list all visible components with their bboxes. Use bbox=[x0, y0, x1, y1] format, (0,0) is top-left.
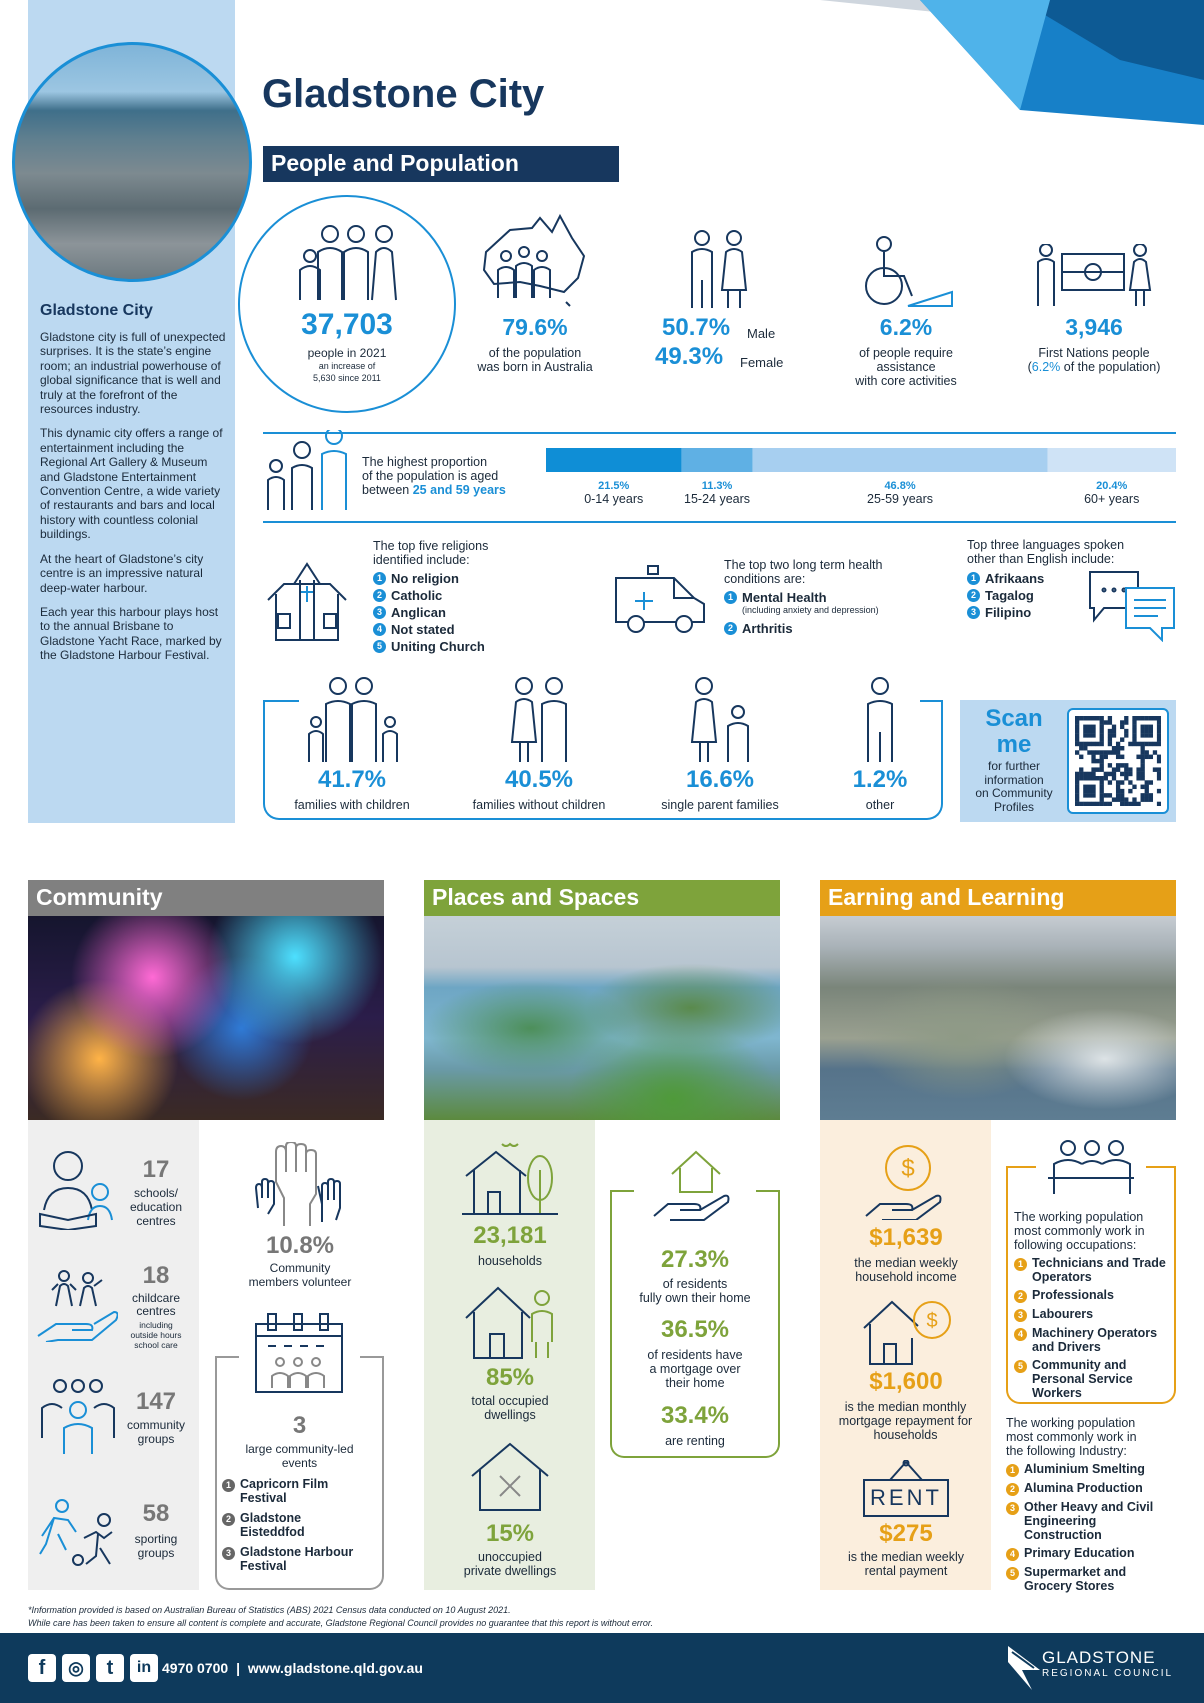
list-item: 1 Capricorn Film Festival bbox=[222, 1477, 362, 1505]
facebook-icon[interactable]: f bbox=[28, 1654, 56, 1682]
city-aerial-photo bbox=[12, 42, 252, 282]
section-title-community: Community bbox=[28, 880, 384, 916]
female-value: 49.3% bbox=[655, 343, 724, 370]
family-value: 41.7% bbox=[317, 766, 387, 793]
childcare-hand-icon bbox=[36, 1266, 118, 1342]
sporting-value: 58 bbox=[142, 1500, 170, 1527]
first-nations-value: 3,946 bbox=[1065, 314, 1123, 340]
born-value: 79.6% bbox=[502, 314, 568, 340]
events-list bbox=[222, 1477, 362, 1573]
list-item: 1 Aluminium Smelting bbox=[1006, 1462, 1176, 1477]
list-item: 3 Other Heavy and Civil Engineering Construction bbox=[1006, 1500, 1176, 1542]
instagram-icon[interactable]: ◎ bbox=[62, 1654, 90, 1682]
volunteer-label: Community members volunteer bbox=[248, 1261, 352, 1289]
childcare-value: 18 bbox=[142, 1262, 170, 1289]
family-label: families with children bbox=[294, 798, 410, 812]
family-with-children-icon bbox=[306, 676, 400, 764]
divider bbox=[610, 1190, 634, 1192]
list-item: 4 Not stated bbox=[373, 621, 485, 638]
house-in-hand-icon bbox=[650, 1146, 740, 1222]
age-group-label bbox=[681, 480, 752, 506]
age-text: The highest proportion of the population is aged between 25 and 59 years bbox=[362, 455, 506, 497]
age-group-range: 0-14 years bbox=[584, 492, 644, 506]
occupations-intro: The working population most commonly work in following occupations: bbox=[1014, 1210, 1145, 1252]
age-bar-segment bbox=[681, 448, 752, 472]
age-bar-segment bbox=[753, 448, 1048, 472]
list-item: 3 Filipino bbox=[967, 604, 1044, 621]
family-value: 16.6% bbox=[685, 766, 755, 793]
church-icon bbox=[264, 560, 350, 642]
divider bbox=[1006, 1166, 1036, 1168]
health-list bbox=[724, 589, 827, 606]
house-tree-icon bbox=[462, 1140, 558, 1216]
age-bar-segment bbox=[1047, 448, 1176, 472]
ambulance-icon bbox=[614, 564, 706, 636]
age-group-label bbox=[1047, 480, 1176, 506]
family-value: 1.2% bbox=[852, 766, 908, 793]
age-labels bbox=[546, 480, 1176, 510]
sporting-label: sporting groups bbox=[134, 1532, 178, 1560]
sporting-groups-icon bbox=[38, 1498, 118, 1568]
wheelchair-icon bbox=[860, 236, 956, 308]
divider bbox=[756, 1190, 780, 1192]
age-group-pct: 20.4% bbox=[1096, 480, 1128, 492]
divider bbox=[360, 1356, 384, 1358]
occupations-list bbox=[1014, 1256, 1174, 1400]
occupied-house-icon bbox=[462, 1282, 558, 1360]
age-group-label bbox=[546, 480, 681, 506]
age-bar-chart bbox=[546, 448, 1176, 472]
events-value: 3 bbox=[292, 1412, 307, 1439]
list-item: 2 Gladstone Eisteddfod bbox=[222, 1511, 362, 1539]
male-female-icon bbox=[686, 230, 752, 310]
population-value: 37,703 bbox=[301, 308, 393, 341]
divider bbox=[263, 700, 299, 702]
volunteer-value: 10.8% bbox=[265, 1232, 335, 1259]
age-group-pct: 11.3% bbox=[701, 480, 733, 492]
languages-list bbox=[967, 570, 1044, 621]
industry-intro: The working population most commonly work in the following Industry: bbox=[1006, 1416, 1137, 1458]
assistance-label: of people require bbox=[859, 346, 953, 360]
scan-title: Scan me bbox=[985, 705, 1043, 758]
age-groups-icon bbox=[264, 430, 350, 512]
family-value: 40.5% bbox=[504, 766, 574, 793]
single-parent-icon bbox=[688, 676, 752, 764]
health-sub: (including anxiety and depression) bbox=[742, 605, 879, 615]
income-value: $1,639 bbox=[869, 1224, 943, 1251]
mortgage-repayment-label: is the median monthly mortgage repayment for households bbox=[838, 1400, 973, 1442]
age-group-range: 15-24 years bbox=[684, 492, 751, 506]
health-list bbox=[724, 620, 793, 637]
list-item: 2 Arthritis bbox=[724, 620, 793, 637]
list-item: 4 Machinery Operators and Drivers bbox=[1014, 1326, 1174, 1354]
age-group-pct: 21.5% bbox=[598, 480, 630, 492]
sidebar-paragraph: This dynamic city offers a range of entertainment including the Regional Art Gallery & Museum and Gladstone Entertainment Convention Centre, a wide variety of restaurants and bars and local history with countless colonial buildings. bbox=[40, 426, 223, 542]
assistance-label: assistance bbox=[876, 360, 936, 374]
school-reading-icon bbox=[38, 1150, 118, 1230]
population-label: people in 2021 bbox=[307, 346, 387, 360]
australia-map-icon bbox=[480, 212, 590, 312]
scan-text: for further information on Community Profiles bbox=[975, 759, 1053, 814]
mortgage-pct-label: of residents have a mortgage over their home bbox=[647, 1348, 743, 1390]
list-item: 1 Mental Health bbox=[724, 589, 827, 606]
section-title-earning: Earning and Learning bbox=[820, 880, 1176, 916]
mortgage-pct-value: 36.5% bbox=[660, 1316, 730, 1343]
divider bbox=[215, 1356, 239, 1358]
mortgage-repayment-value: $1,600 bbox=[869, 1368, 943, 1395]
list-item: 5 Uniting Church bbox=[373, 638, 485, 655]
list-item: 1 Afrikaans bbox=[967, 570, 1044, 587]
list-item: 2 Professionals bbox=[1014, 1288, 1174, 1303]
couple-icon bbox=[508, 676, 570, 764]
house-mortgage-icon bbox=[862, 1296, 954, 1366]
twitter-icon[interactable]: t bbox=[96, 1654, 124, 1682]
renting-value: 33.4% bbox=[660, 1402, 730, 1429]
groups-label: community groups bbox=[126, 1418, 185, 1446]
community-groups-icon bbox=[38, 1378, 118, 1456]
events-label: large community-led events bbox=[245, 1442, 354, 1470]
list-item: 1 Technicians and Trade Operators bbox=[1014, 1256, 1174, 1284]
age-group-pct: 46.8% bbox=[884, 480, 916, 492]
list-item: 3 Labourers bbox=[1014, 1307, 1174, 1322]
sidebar-text bbox=[40, 302, 228, 663]
childcare-sub: including outside hours school care bbox=[130, 1320, 182, 1350]
social-links bbox=[28, 1654, 158, 1682]
unoccupied-value: 15% bbox=[485, 1520, 535, 1547]
male-label: Male bbox=[747, 326, 776, 341]
born-label: of the population bbox=[488, 346, 582, 360]
list-item: 5 Community and Personal Service Workers bbox=[1014, 1358, 1174, 1400]
first-nations-label: First Nations people bbox=[1038, 346, 1150, 360]
unoccupied-house-icon bbox=[468, 1440, 552, 1512]
occupied-value: 85% bbox=[485, 1364, 535, 1391]
workers-meeting-icon bbox=[1046, 1138, 1136, 1198]
assistance-value: 6.2% bbox=[879, 314, 933, 340]
list-item: 5 Supermarket and Grocery Stores bbox=[1006, 1565, 1176, 1593]
male-value: 50.7% bbox=[662, 314, 731, 341]
council-logo-icon bbox=[1004, 1642, 1044, 1694]
phone-number[interactable]: 4970 0700 bbox=[162, 1660, 229, 1676]
list-item: 2 Tagalog bbox=[967, 587, 1044, 604]
svg-text:$: $ bbox=[926, 1310, 938, 1332]
family-label: single parent families bbox=[661, 798, 779, 812]
population-sub: an increase of bbox=[318, 361, 376, 371]
own-label: of residents fully own their home bbox=[639, 1277, 751, 1305]
age-group-range: 60+ years bbox=[1084, 492, 1140, 506]
svg-text:$: $ bbox=[901, 1155, 915, 1182]
list-item: 4 Primary Education bbox=[1006, 1546, 1176, 1561]
port-aerial-photo bbox=[820, 916, 1176, 1120]
list-item: 3 Anglican bbox=[373, 604, 485, 621]
industry-list bbox=[1006, 1462, 1176, 1593]
speech-bubbles-icon bbox=[1088, 568, 1176, 642]
section-title-places: Places and Spaces bbox=[424, 880, 780, 916]
households-label: households bbox=[478, 1254, 542, 1268]
born-label: was born in Australia bbox=[477, 360, 593, 374]
rent-sign-text: RENT bbox=[870, 1485, 942, 1510]
council-logo-text: GLADSTONE REGIONAL COUNCIL bbox=[1042, 1648, 1174, 1679]
childcare-label: childcare centres bbox=[131, 1291, 181, 1318]
schools-value: 17 bbox=[142, 1156, 170, 1183]
income-label: the median weekly household income bbox=[854, 1256, 958, 1284]
list-item: 2 Alumina Production bbox=[1006, 1481, 1176, 1496]
list-item: 2 Catholic bbox=[373, 587, 485, 604]
age-bar-segment bbox=[546, 448, 681, 472]
unoccupied-label: unoccupied private dwellings bbox=[463, 1550, 557, 1578]
groups-value: 147 bbox=[135, 1388, 177, 1415]
health-intro: The top two long term health conditions are: bbox=[724, 558, 883, 586]
female-label: Female bbox=[740, 355, 784, 370]
family-label: other bbox=[865, 798, 895, 812]
footnote: *Information provided is based on Australian Bureau of Statistics (ABS) 2021 Census data conducted on 10 August 2021. While care has been taken to ensure all content is complete and accurate, Gladstone Regional Council provides no guarantee that this report is without error. bbox=[28, 1605, 654, 1628]
qr-code[interactable] bbox=[1067, 708, 1169, 814]
age-group-range: 25-59 years bbox=[867, 492, 934, 506]
divider bbox=[1146, 1166, 1176, 1168]
calendar-icon bbox=[254, 1312, 344, 1394]
own-value: 27.3% bbox=[660, 1246, 730, 1273]
sidebar-paragraph: At the heart of Gladstone’s city centre is an impressive natural deep-water harbour. bbox=[40, 551, 204, 595]
schools-label: schools/ education centres bbox=[129, 1186, 183, 1228]
renting-label: are renting bbox=[665, 1434, 725, 1448]
section-title-people: People and Population bbox=[263, 146, 619, 182]
harbour-aerial-photo bbox=[424, 916, 780, 1120]
sidebar-paragraph: Gladstone city is full of unexpected surprises. It is the state’s engine room; an industrial powerhouse of global significance that is well and truly at the forefront of the resources industry. bbox=[40, 330, 226, 417]
footer-contact: 4970 0700 | www.gladstone.qld.gov.au bbox=[162, 1660, 423, 1676]
age-group-label bbox=[753, 480, 1048, 506]
occupied-label: total occupied dwellings bbox=[471, 1394, 549, 1422]
community-night-photo bbox=[28, 916, 384, 1120]
family-icon bbox=[290, 222, 406, 302]
single-person-icon bbox=[862, 676, 898, 764]
first-nations-label: (6.2% of the population) bbox=[1027, 360, 1161, 374]
corner-decoration bbox=[820, 0, 1204, 130]
assistance-label: with core activities bbox=[855, 374, 957, 388]
linkedin-icon[interactable]: in bbox=[130, 1654, 158, 1682]
rent-label: is the median weekly rental payment bbox=[847, 1550, 965, 1578]
money-hand-icon bbox=[862, 1144, 952, 1220]
households-value: 23,181 bbox=[473, 1222, 547, 1249]
sidebar-heading: Gladstone City bbox=[40, 302, 153, 319]
page-title: Gladstone City bbox=[262, 72, 545, 116]
family-label: families without children bbox=[472, 798, 606, 812]
sidebar-paragraph: Each year this harbour plays host to the annual Brisbane to Gladstone Yacht Race, marked by the Gladstone Harbour Festival. bbox=[40, 604, 222, 663]
list-item: 1 No religion bbox=[373, 570, 485, 587]
languages-intro: Top three languages spoken other than English include: bbox=[967, 538, 1125, 566]
website-link[interactable]: www.gladstone.qld.gov.au bbox=[247, 1660, 423, 1676]
divider bbox=[920, 700, 943, 702]
religion-list bbox=[373, 570, 485, 655]
first-nations-flag-icon bbox=[1034, 244, 1152, 308]
religion-intro: The top five religions identified include: bbox=[373, 539, 489, 567]
divider bbox=[263, 521, 1176, 523]
list-item: 3 Gladstone Harbour Festival bbox=[222, 1545, 362, 1573]
volunteer-hands-icon bbox=[254, 1142, 348, 1228]
divider bbox=[263, 432, 1176, 434]
population-sub: 5,630 since 2011 bbox=[313, 373, 381, 383]
rent-value: $275 bbox=[879, 1520, 933, 1547]
